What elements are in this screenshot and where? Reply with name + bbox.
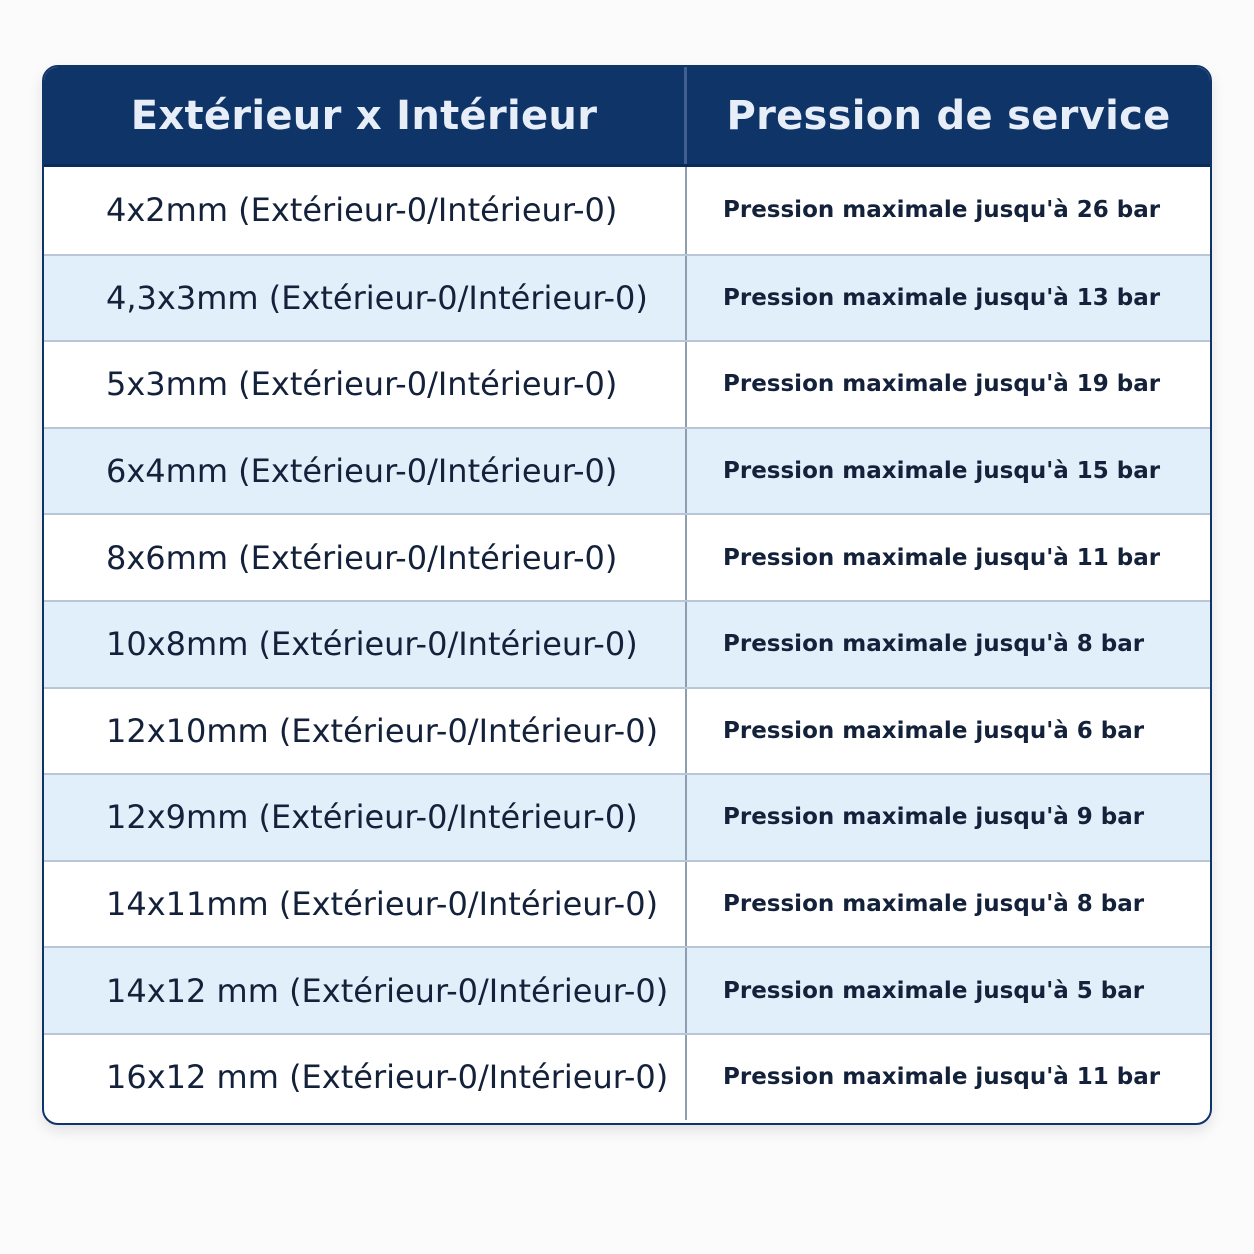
table-row — [44, 1033, 1210, 1120]
table-row — [44, 513, 1210, 600]
table-row — [44, 340, 1210, 427]
pressure-cell: Pression maximale jusqu'à 13 bar — [723, 284, 1161, 311]
size-cell: 4,3x3mm (Extérieur-0/Intérieur-0) — [44, 256, 687, 341]
pressure-cell: Pression maximale jusqu'à 8 bar — [723, 891, 1145, 918]
size-cell: 6x4mm (Extérieur-0/Intérieur-0) — [44, 429, 687, 514]
table-row — [44, 600, 1210, 687]
header-pressure: Pression de service — [726, 92, 1171, 139]
pressure-cell: Pression maximale jusqu'à 9 bar — [723, 804, 1145, 831]
size-cell: 14x12 mm (Extérieur-0/Intérieur-0) — [44, 948, 687, 1033]
size-cell: 12x9mm (Extérieur-0/Intérieur-0) — [44, 775, 687, 860]
pressure-cell: Pression maximale jusqu'à 19 bar — [723, 371, 1161, 398]
pressure-cell: Pression maximale jusqu'à 26 bar — [723, 197, 1161, 224]
pressure-cell: Pression maximale jusqu'à 11 bar — [723, 1064, 1161, 1091]
table-body — [44, 167, 1210, 1120]
pressure-cell: Pression maximale jusqu'à 15 bar — [723, 458, 1161, 485]
pressure-table — [42, 65, 1212, 1125]
table-row — [44, 254, 1210, 341]
size-cell: 14x11mm (Extérieur-0/Intérieur-0) — [44, 862, 687, 947]
size-cell: 5x3mm (Extérieur-0/Intérieur-0) — [44, 342, 687, 427]
table-row — [44, 860, 1210, 947]
size-cell: 8x6mm (Extérieur-0/Intérieur-0) — [44, 515, 687, 600]
table-header — [44, 67, 1210, 167]
pressure-cell: Pression maximale jusqu'à 5 bar — [723, 977, 1145, 1004]
size-cell: 12x10mm (Extérieur-0/Intérieur-0) — [44, 689, 687, 774]
table-row — [44, 427, 1210, 514]
pressure-cell: Pression maximale jusqu'à 11 bar — [723, 544, 1161, 571]
table-row — [44, 687, 1210, 774]
table-row — [44, 167, 1210, 254]
table-row — [44, 773, 1210, 860]
size-cell: 4x2mm (Extérieur-0/Intérieur-0) — [44, 167, 687, 254]
size-cell: 10x8mm (Extérieur-0/Intérieur-0) — [44, 602, 687, 687]
pressure-cell: Pression maximale jusqu'à 6 bar — [723, 717, 1145, 744]
size-cell: 16x12 mm (Extérieur-0/Intérieur-0) — [44, 1035, 687, 1120]
table-row — [44, 946, 1210, 1033]
pressure-cell: Pression maximale jusqu'à 8 bar — [723, 631, 1145, 658]
header-size: Extérieur x Intérieur — [44, 67, 687, 164]
